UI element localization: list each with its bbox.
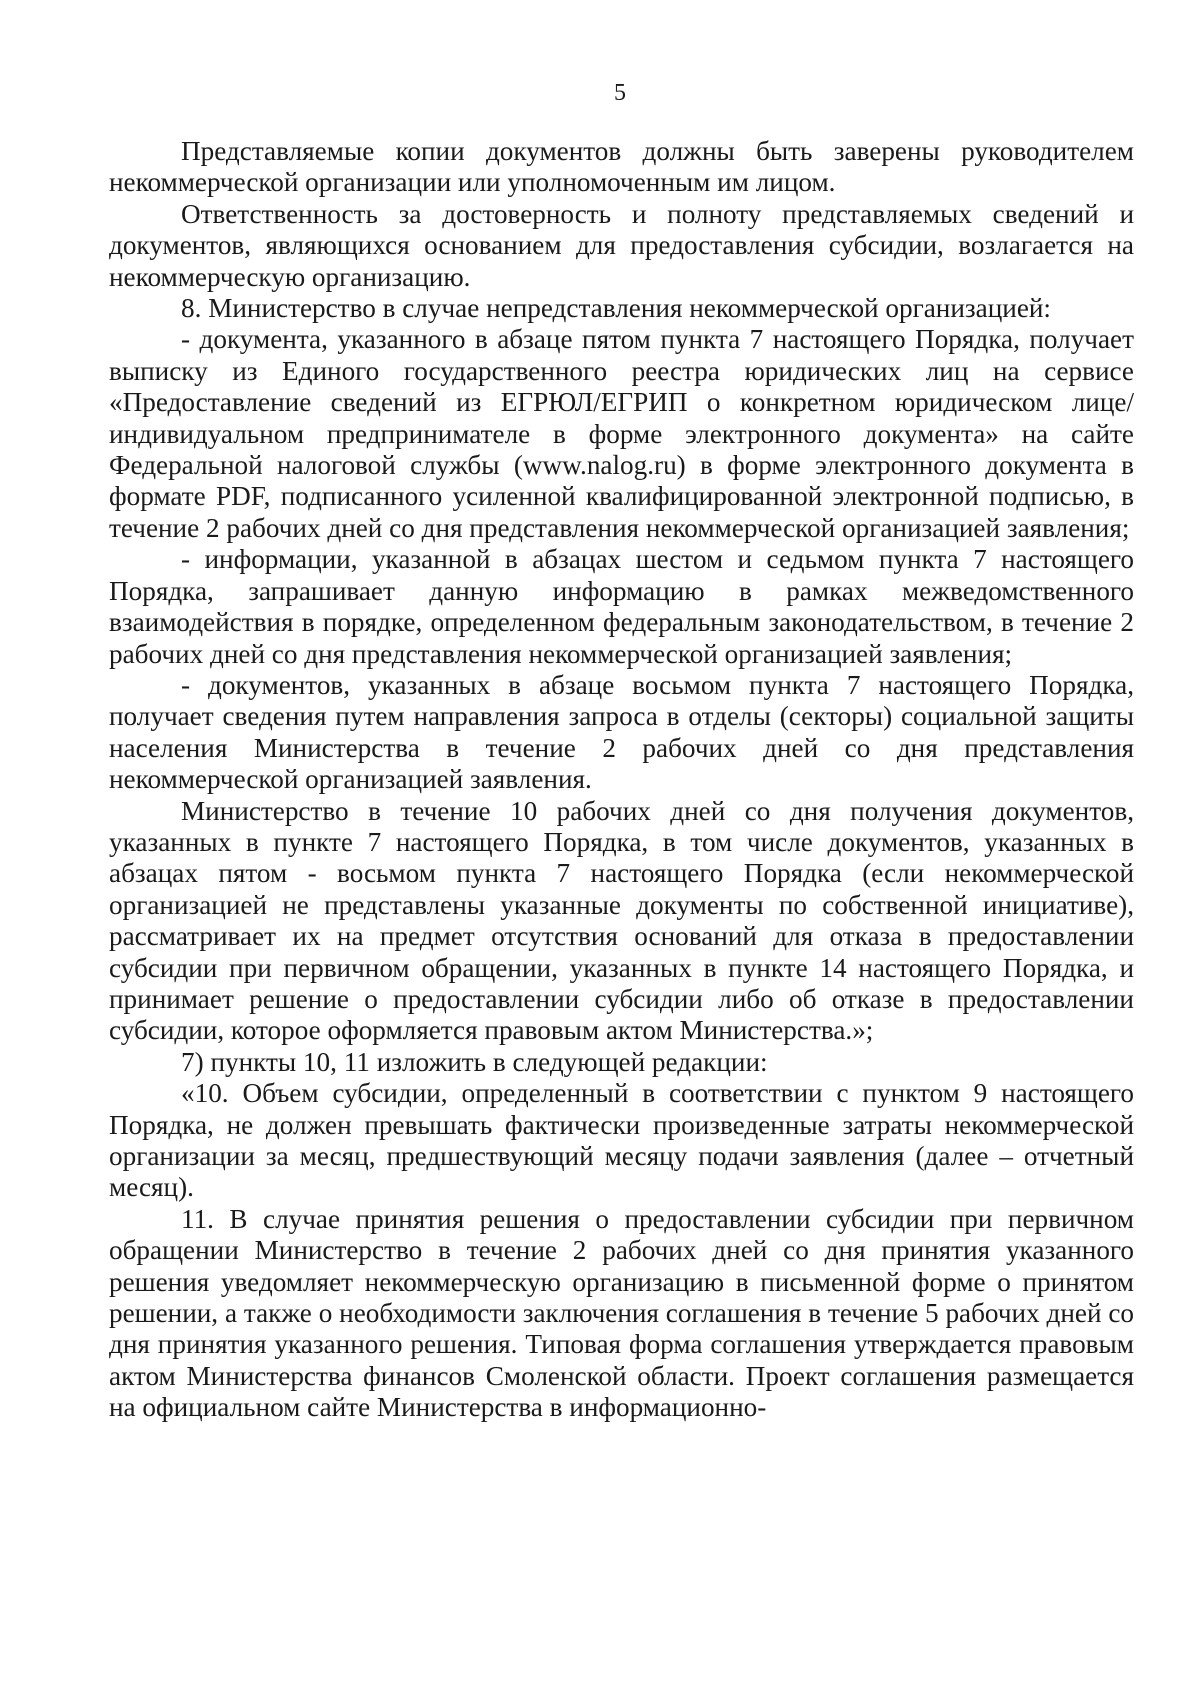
paragraph-responsibility: Ответственность за достоверность и полноту представляемых сведений и документов, являющихся основанием для предоставления субсидии, возлагается на некоммерческую организацию. (109, 198, 1134, 292)
page-number: 5 (614, 80, 626, 106)
paragraph-item-8: 8. Министерство в случае непредставления некоммерческой организацией: (181, 293, 1051, 324)
paragraph-amendment-7: 7) пункты 10, 11 изложить в следующей редакции: (181, 1046, 768, 1077)
paragraph-interdepartmental-request: - информации, указанной в абзацах шестом и седьмом пункта 7 настоящего Порядка, запрашивает данную информацию в рамках межведомственного взаимодействия в порядке, определенном федеральным законодательством, в течение 2 рабочих дней со дня представления некоммерческой организацией заявления; (109, 544, 1134, 669)
paragraph-item-11: 11. В случае принятия решения о предоставлении субсидии при первичном обращении Министерство в течение 2 рабочих дней со дня принятия указанного решения уведомляет некоммерческую организацию в письменной форме о принятом решении, а также о необходимости заключения соглашения в течение 5 рабочих дней со дня принятия указанного решения. Типовая форма соглашения утверждается правовым актом Министерства финансов Смоленской области. Проект соглашения размещается на официальном сайте Министерства в информационно- (109, 1203, 1134, 1423)
paragraph-item-10: «10. Объем субсидии, определенный в соответствии с пунктом 9 настоящего Порядка, не должен превышать фактически произведенные затраты некоммерческой организации за месяц, предшествующий месяцу подачи заявления (далее – отчетный месяц). (109, 1078, 1134, 1203)
paragraph-copies-certification: Представляемые копии документов должны быть заверены руководителем некоммерческой организации или уполномоченным им лицом. (109, 136, 1134, 198)
document-body (109, 136, 1134, 1424)
paragraph-social-protection-request: - документов, указанных в абзаце восьмом пункта 7 настоящего Порядка, получает сведения путем направления запроса в отделы (секторы) социальной защиты населения Министерства в течение 2 рабочих дней со дня представления некоммерческой организацией заявления. (109, 669, 1134, 795)
paragraph-ministry-review: Министерство в течение 10 рабочих дней со дня получения документов, указанных в пункте 7 настоящего Порядка, в том числе документов, указанных в абзацах пятом - восьмом пункта 7 настоящего Порядка (если некоммерческой организацией не представлены указанные документы по собственной инициативе), рассматривает их на предмет отсутствия оснований для отказа в предоставлении субсидии при первичном обращении, указанных в пункте 14 настоящего Порядка, и принимает решение о предоставлении субсидии либо об отказе в предоставлении субсидии, которое оформляется правовым актом Министерства.»; (109, 795, 1134, 1046)
paragraph-egrul-extract: - документа, указанного в абзаце пятом пункта 7 настоящего Порядка, получает выписку из Единого государственного реестра юридических лиц на сервисе «Предоставление сведений из ЕГРЮЛ/ЕГРИП о конкретном юридическом лице/индивидуальном предпринимателе в форме электронного документа» на сайте Федеральной налоговой службы (www.nalog.ru) в форме электронного документа в формате PDF, подписанного усиленной квалифицированной электронной подписью, в течение 2 рабочих дней со дня представления некоммерческой организацией заявления; (109, 324, 1134, 543)
